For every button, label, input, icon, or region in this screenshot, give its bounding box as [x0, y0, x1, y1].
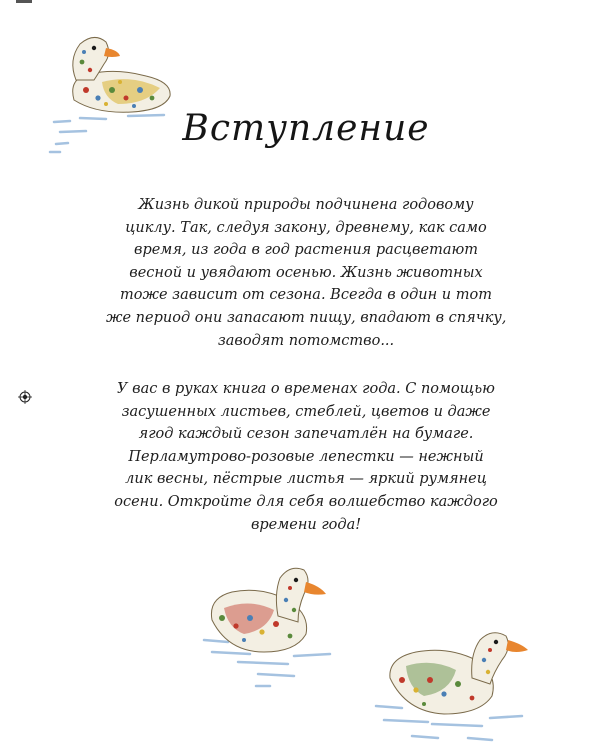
- text-line: весной и увядают осенью. Жизнь животных: [129, 264, 483, 281]
- duck-illustration-icon: [198, 560, 348, 690]
- text-line: тоже зависит от сезона. Всегда в один и тот: [120, 287, 492, 304]
- text-line: лик весны, пёстрые листья — яркий румянец: [125, 471, 487, 488]
- registration-mark-icon: [18, 390, 32, 404]
- text-line: же период они запасают пищу, впадают в спячку,: [106, 309, 507, 326]
- text-line: циклу. Так, следуя закону, древнему, как само: [125, 219, 487, 236]
- duck-illustration-icon: [372, 620, 542, 750]
- intro-paragraph-1: [106, 194, 506, 352]
- page-title: Вступление: [182, 108, 430, 149]
- text-line: осени. Откройте для себя волшебство каждого: [114, 493, 498, 510]
- text-line: время, из года в год растения расцветают: [134, 242, 478, 259]
- text-line: времени года!: [250, 516, 362, 533]
- text-line: У вас в руках книга о временах года. С помощью: [117, 381, 495, 397]
- text-line: засушенных листьев, стеблей, цветов и даже: [121, 403, 491, 420]
- text-line: ягод каждый сезон запечатлён на бумаге.: [138, 426, 474, 443]
- text-line: Перламутрово-розовые лепестки — нежный: [128, 448, 484, 465]
- text-line: Жизнь дикой природы подчинена годовому: [138, 197, 474, 213]
- crop-mark: [16, 0, 32, 3]
- text-line: заводят потомство...: [217, 332, 395, 349]
- intro-paragraph-2: [106, 378, 506, 536]
